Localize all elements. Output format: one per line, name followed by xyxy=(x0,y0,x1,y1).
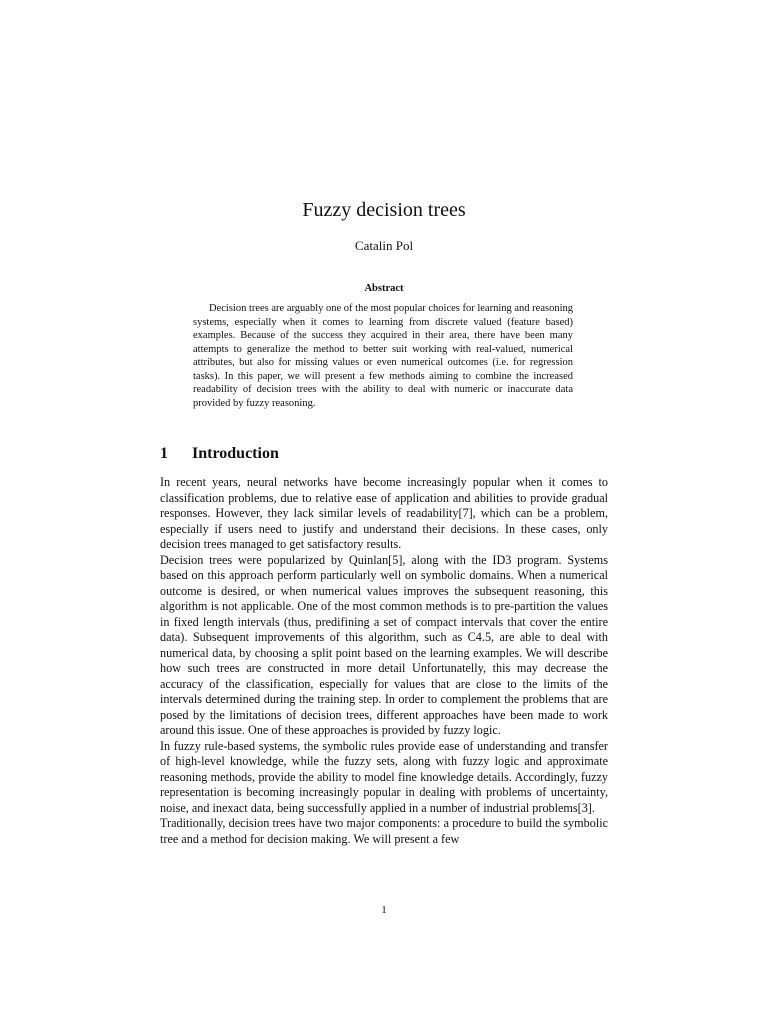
section-heading xyxy=(160,443,608,465)
abstract-heading: Abstract xyxy=(364,283,404,294)
body-text xyxy=(160,475,608,847)
paragraph: Decision trees were popularized by Quinlan[5], along with the ID3 program. Systems based on this approach perform particularly well on symbolic domains. When a numerical outcome is desired, or when numerical values improves the subsequent reasoning, this algorithm is not applicable. One of the most common methods is to pre-partition the values in fixed length intervals (thus, predifining a set of compact intervals that cover the entire data). Subsequent improvements of this algorithm, such as C4.5, are able to deal with numerical data, by choosing a split point based on the learning examples. We will describe how such trees are constructed in more detail Unfortunatelly, this may decrease the accuracy of the classification, especially for values that are close to the limits of the intervals determined during the training step. In order to complement the problems that are posed by the limitations of decision trees, different approaches have been made to work around this issue. One of these approaches is provided by fuzzy logic. xyxy=(160,552,608,737)
paper-title: Fuzzy decision trees xyxy=(302,199,466,221)
section-title: Introduction xyxy=(192,445,279,462)
abstract-text: Decision trees are arguably one of the most popular choices for learning and reasoning systems, especially when it comes to learning from discrete valued (feature based) examples. Because of the success they acquired in their area, there have been many attempts to generalize the method to better suit working with real-valued, numerical attributes, but also for missing values or even numerical outcomes (i.e. for regression tasks). In this paper, we will present a few methods aiming to combine the increased readability of decision trees with the ability to deal with numeric or inaccurate data provided by fuzzy reasoning. xyxy=(193,303,573,409)
section-number: 1 xyxy=(160,445,168,462)
paragraph: In fuzzy rule-based systems, the symbolic rules provide ease of understanding and transfer of high-level knowledge, while the fuzzy sets, along with fuzzy logic and approximate reasoning methods, provide the ability to model fine knowledge details. Accordingly, fuzzy representation is becoming increasingly popular in dealing with problems of uncertainty, noise, and inexact data, being successfully applied in a number of industrial problems[3]. xyxy=(160,738,608,815)
page-number: 1 xyxy=(381,904,387,916)
paper-author: Catalin Pol xyxy=(354,238,414,253)
paragraph: In recent years, neural networks have become increasingly popular when it comes to classification problems, due to relative ease of application and abilities to provide gradual responses. However, they lack similar levels of readability[7], which can be a problem, especially if users need to justify and understand their decisions. In these cases, only decision trees managed to get satisfactory results. xyxy=(160,475,608,551)
paragraph: Traditionally, decision trees have two major components: a procedure to build the symbolic tree and a method for decision making. We will present a few xyxy=(160,816,608,846)
